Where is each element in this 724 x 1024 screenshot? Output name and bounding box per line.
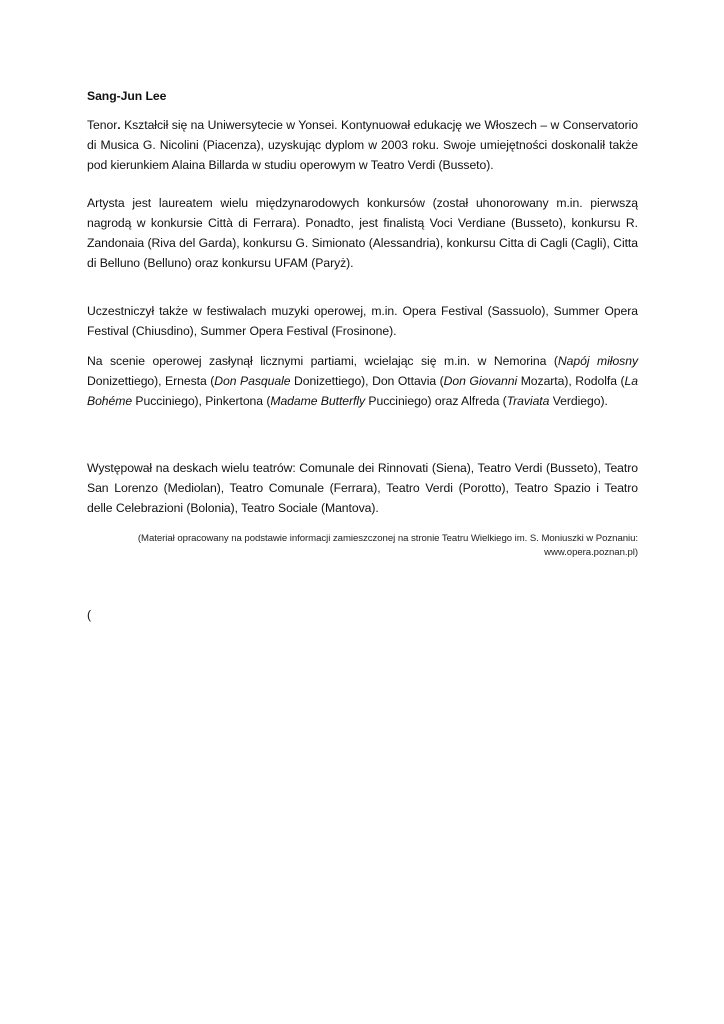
source-note-line-1: (Materiał opracowany na podstawie informacji zamieszczonej na stronie Teatru Wielkiego im. S. Moniuszki w Poznaniu: xyxy=(137,533,638,544)
voice-type-dot: . xyxy=(117,118,121,132)
paragraph-competitions: Artysta jest laureatem wielu międzynarodowych konkursów (został uhonorowany m.in. pierwszą nagrodą w konkursie Città di Ferrara). Ponadto, jest finalistą Voci Verdiane (Busseto), konkursu R. Zandonaia (Riva del Garda), konkursu G. Simionato (Alessandria), konkursu Citta di Cagli (Cagli), Citta di Belluno (Belluno) oraz konkursu UFAM (Paryż). xyxy=(87,196,638,270)
education-text: Kształcił się na Uniwersytecie w Yonsei. Kontynuował edukację we Włoszech – w Conservatorio di Musica G. Nicolini (Piacenza), uzyskując dyplom w 2003 roku. Swoje umiejętności doskonalił także pod kierunkiem Alaina Billarda w studiu operowym w Teatro Verdi (Busseto). xyxy=(87,118,638,172)
source-note xyxy=(87,532,638,560)
source-note-line-2: www.opera.poznan.pl) xyxy=(544,547,638,558)
paragraph-education xyxy=(87,115,638,175)
roles-text-1: Na scenie operowej zasłynął licznymi partiami, wcielając się m.in. w Nemorina ( xyxy=(87,354,558,368)
paragraph-roles xyxy=(87,351,638,411)
document-body xyxy=(87,86,638,560)
opera-title-don-giovanni: Don Giovanni xyxy=(443,374,518,388)
opera-title-don-pasquale: Don Pasquale xyxy=(214,374,291,388)
opera-title-madame-butterfly: Madame Butterfly xyxy=(270,394,366,408)
opera-title-napoj-milosny: Napój miłosny xyxy=(557,354,638,368)
paragraph-theatres: Występował na deskach wielu teatrów: Comunale dei Rinnovati (Siena), Teatro Verdi (Busseto), Teatro San Lorenzo (Mediolan), Teatro Comunale (Ferrara), Teatro Verdi (Porotto), Teatro Spazio i Teatro delle Celebrazioni (Bolonia), Teatro Sociale (Mantova). xyxy=(87,461,638,515)
roles-text-7: Verdiego). xyxy=(549,394,608,408)
roles-text-5: Pucciniego), Pinkertona ( xyxy=(132,394,271,408)
roles-text-6: Pucciniego) oraz Alfreda ( xyxy=(365,394,507,408)
roles-text-2: Donizettiego), Ernesta ( xyxy=(87,374,215,388)
roles-text-3: Donizettiego), Don Ottavia ( xyxy=(290,374,444,388)
roles-text-4: Mozarta), Rodolfa ( xyxy=(517,374,625,388)
opera-title-la-boheme: La Bohéme xyxy=(87,374,638,408)
paragraph-festivals: Uczestniczył także w festiwalach muzyki operowej, m.in. Opera Festival (Sassuolo), Summer Opera Festival (Chiusdino), Summer Opera Festival (Frosinone). xyxy=(87,304,638,338)
opera-title-traviata: Traviata xyxy=(506,394,550,408)
artist-name: Sang-Jun Lee xyxy=(87,89,167,103)
voice-type: Tenor xyxy=(87,118,118,132)
stray-parenthesis: ( xyxy=(87,608,92,622)
